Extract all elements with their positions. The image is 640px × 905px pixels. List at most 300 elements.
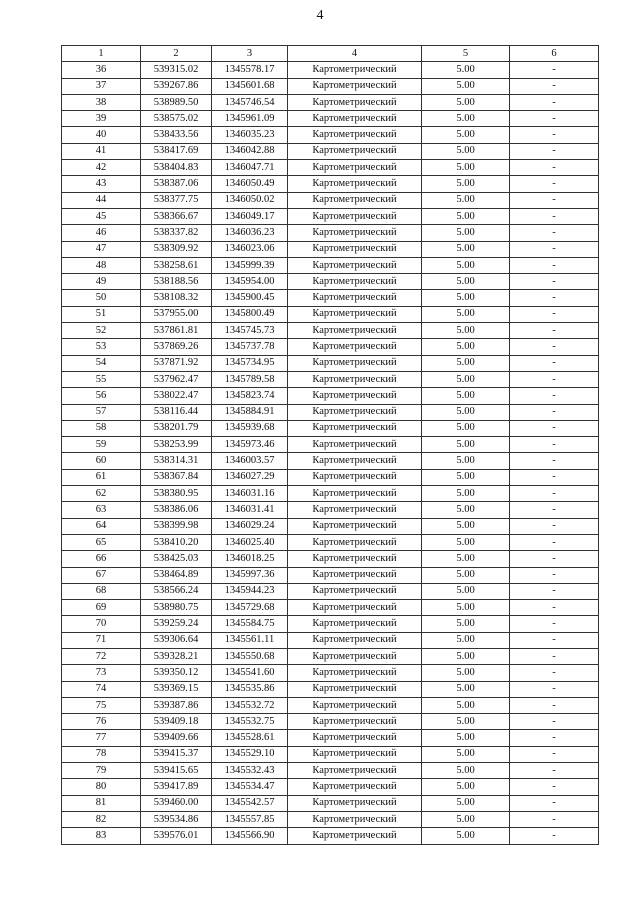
- accuracy-cell: 5.00: [422, 274, 510, 290]
- accuracy-cell: 5.00: [422, 714, 510, 730]
- table-row: [62, 486, 599, 502]
- y-coordinate-cell: 1345729.68: [212, 600, 288, 616]
- point-number-cell: 67: [62, 567, 141, 583]
- y-coordinate-cell: 1345542.57: [212, 795, 288, 811]
- y-coordinate-cell: 1346018.25: [212, 551, 288, 567]
- x-coordinate-cell: 539576.01: [141, 828, 212, 844]
- description-cell: -: [510, 763, 599, 779]
- x-coordinate-cell: 539415.65: [141, 763, 212, 779]
- method-cell: Картометрический: [288, 811, 422, 827]
- accuracy-cell: 5.00: [422, 534, 510, 550]
- method-cell: Картометрический: [288, 730, 422, 746]
- x-coordinate-cell: 538116.44: [141, 404, 212, 420]
- y-coordinate-cell: 1345535.86: [212, 681, 288, 697]
- x-coordinate-cell: 539415.37: [141, 746, 212, 762]
- y-coordinate-cell: 1346050.49: [212, 176, 288, 192]
- point-number-cell: 41: [62, 143, 141, 159]
- table-row: [62, 583, 599, 599]
- point-number-cell: 72: [62, 648, 141, 664]
- x-coordinate-cell: 538258.61: [141, 257, 212, 273]
- point-number-cell: 54: [62, 355, 141, 371]
- description-cell: -: [510, 502, 599, 518]
- point-number-cell: 58: [62, 420, 141, 436]
- accuracy-cell: 5.00: [422, 697, 510, 713]
- x-coordinate-cell: 539369.15: [141, 681, 212, 697]
- method-cell: Картометрический: [288, 176, 422, 192]
- y-coordinate-cell: 1345954.00: [212, 274, 288, 290]
- description-cell: -: [510, 371, 599, 387]
- point-number-cell: 70: [62, 616, 141, 632]
- point-number-cell: 62: [62, 486, 141, 502]
- table-row: [62, 208, 599, 224]
- method-cell: Картометрический: [288, 241, 422, 257]
- accuracy-cell: 5.00: [422, 420, 510, 436]
- table-row: [62, 746, 599, 762]
- y-coordinate-cell: 1345944.23: [212, 583, 288, 599]
- point-number-cell: 40: [62, 127, 141, 143]
- method-cell: Картометрический: [288, 62, 422, 78]
- x-coordinate-cell: 539350.12: [141, 665, 212, 681]
- y-coordinate-cell: 1345557.85: [212, 811, 288, 827]
- method-cell: Картометрический: [288, 746, 422, 762]
- point-number-cell: 74: [62, 681, 141, 697]
- x-coordinate-cell: 537871.92: [141, 355, 212, 371]
- description-cell: -: [510, 437, 599, 453]
- description-cell: -: [510, 274, 599, 290]
- method-cell: Картометрический: [288, 404, 422, 420]
- table-row: [62, 274, 599, 290]
- method-cell: Картометрический: [288, 763, 422, 779]
- method-cell: Картометрический: [288, 534, 422, 550]
- y-coordinate-cell: 1345550.68: [212, 648, 288, 664]
- method-cell: Картометрический: [288, 567, 422, 583]
- x-coordinate-cell: 538386.06: [141, 502, 212, 518]
- y-coordinate-cell: 1345541.60: [212, 665, 288, 681]
- y-coordinate-cell: 1346049.17: [212, 208, 288, 224]
- x-coordinate-cell: 538464.89: [141, 567, 212, 583]
- y-coordinate-cell: 1345745.73: [212, 323, 288, 339]
- y-coordinate-cell: 1345532.43: [212, 763, 288, 779]
- description-cell: -: [510, 323, 599, 339]
- x-coordinate-cell: 538989.50: [141, 94, 212, 110]
- description-cell: -: [510, 648, 599, 664]
- x-coordinate-cell: 538309.92: [141, 241, 212, 257]
- point-number-cell: 42: [62, 160, 141, 176]
- x-coordinate-cell: 538387.06: [141, 176, 212, 192]
- x-coordinate-cell: 538253.99: [141, 437, 212, 453]
- point-number-cell: 66: [62, 551, 141, 567]
- description-cell: -: [510, 469, 599, 485]
- point-number-cell: 69: [62, 600, 141, 616]
- x-coordinate-cell: 538380.95: [141, 486, 212, 502]
- point-number-cell: 39: [62, 111, 141, 127]
- description-cell: -: [510, 111, 599, 127]
- table-row: [62, 518, 599, 534]
- table-row: [62, 323, 599, 339]
- table-row: [62, 78, 599, 94]
- x-coordinate-cell: 538425.03: [141, 551, 212, 567]
- accuracy-cell: 5.00: [422, 143, 510, 159]
- table-row: [62, 388, 599, 404]
- x-coordinate-cell: 537955.00: [141, 306, 212, 322]
- point-number-cell: 55: [62, 371, 141, 387]
- y-coordinate-cell: 1345532.72: [212, 697, 288, 713]
- point-number-cell: 71: [62, 632, 141, 648]
- accuracy-cell: 5.00: [422, 779, 510, 795]
- x-coordinate-cell: 538417.69: [141, 143, 212, 159]
- accuracy-cell: 5.00: [422, 648, 510, 664]
- description-cell: -: [510, 697, 599, 713]
- y-coordinate-cell: 1345961.09: [212, 111, 288, 127]
- y-coordinate-cell: 1345578.17: [212, 62, 288, 78]
- y-coordinate-cell: 1345823.74: [212, 388, 288, 404]
- y-coordinate-cell: 1345601.68: [212, 78, 288, 94]
- method-cell: Картометрический: [288, 714, 422, 730]
- method-cell: Картометрический: [288, 127, 422, 143]
- y-coordinate-cell: 1345939.68: [212, 420, 288, 436]
- point-number-cell: 60: [62, 453, 141, 469]
- description-cell: -: [510, 518, 599, 534]
- method-cell: Картометрический: [288, 290, 422, 306]
- table-row: [62, 730, 599, 746]
- description-cell: -: [510, 583, 599, 599]
- accuracy-cell: 5.00: [422, 665, 510, 681]
- table-header: [62, 46, 599, 62]
- accuracy-cell: 5.00: [422, 437, 510, 453]
- method-cell: Картометрический: [288, 143, 422, 159]
- table-row: [62, 241, 599, 257]
- y-coordinate-cell: 1346031.41: [212, 502, 288, 518]
- method-cell: Картометрический: [288, 420, 422, 436]
- method-cell: Картометрический: [288, 388, 422, 404]
- description-cell: -: [510, 339, 599, 355]
- accuracy-cell: 5.00: [422, 453, 510, 469]
- table-row: [62, 192, 599, 208]
- method-cell: Картометрический: [288, 111, 422, 127]
- description-cell: -: [510, 828, 599, 844]
- method-cell: Картометрический: [288, 632, 422, 648]
- y-coordinate-cell: 1346036.23: [212, 225, 288, 241]
- y-coordinate-cell: 1345529.10: [212, 746, 288, 762]
- point-number-cell: 73: [62, 665, 141, 681]
- x-coordinate-cell: 539417.89: [141, 779, 212, 795]
- method-cell: Картометрический: [288, 502, 422, 518]
- accuracy-cell: 5.00: [422, 616, 510, 632]
- accuracy-cell: 5.00: [422, 811, 510, 827]
- accuracy-cell: 5.00: [422, 78, 510, 94]
- accuracy-cell: 5.00: [422, 567, 510, 583]
- y-coordinate-cell: 1346029.24: [212, 518, 288, 534]
- point-number-cell: 46: [62, 225, 141, 241]
- method-cell: Картометрический: [288, 371, 422, 387]
- accuracy-cell: 5.00: [422, 828, 510, 844]
- description-cell: -: [510, 192, 599, 208]
- point-number-cell: 48: [62, 257, 141, 273]
- point-number-cell: 45: [62, 208, 141, 224]
- accuracy-cell: 5.00: [422, 208, 510, 224]
- description-cell: -: [510, 681, 599, 697]
- x-coordinate-cell: 537861.81: [141, 323, 212, 339]
- x-coordinate-cell: 539328.21: [141, 648, 212, 664]
- point-number-cell: 49: [62, 274, 141, 290]
- description-cell: -: [510, 78, 599, 94]
- column-header: 2: [141, 46, 212, 62]
- x-coordinate-cell: 539409.66: [141, 730, 212, 746]
- description-cell: -: [510, 388, 599, 404]
- description-cell: -: [510, 616, 599, 632]
- point-number-cell: 44: [62, 192, 141, 208]
- point-number-cell: 63: [62, 502, 141, 518]
- accuracy-cell: 5.00: [422, 632, 510, 648]
- method-cell: Картометрический: [288, 600, 422, 616]
- table-row: [62, 306, 599, 322]
- y-coordinate-cell: 1346042.88: [212, 143, 288, 159]
- point-number-cell: 75: [62, 697, 141, 713]
- column-header: 1: [62, 46, 141, 62]
- method-cell: Картометрический: [288, 648, 422, 664]
- table-row: [62, 551, 599, 567]
- y-coordinate-cell: 1345584.75: [212, 616, 288, 632]
- table-row: [62, 763, 599, 779]
- table-row: [62, 453, 599, 469]
- table-row: [62, 648, 599, 664]
- method-cell: Картометрический: [288, 437, 422, 453]
- method-cell: Картометрический: [288, 697, 422, 713]
- table-row: [62, 127, 599, 143]
- x-coordinate-cell: 537962.47: [141, 371, 212, 387]
- point-number-cell: 77: [62, 730, 141, 746]
- description-cell: -: [510, 62, 599, 78]
- description-cell: -: [510, 486, 599, 502]
- table-row: [62, 404, 599, 420]
- description-cell: -: [510, 257, 599, 273]
- header-row: [62, 46, 599, 62]
- accuracy-cell: 5.00: [422, 551, 510, 567]
- method-cell: Картометрический: [288, 355, 422, 371]
- table-row: [62, 143, 599, 159]
- y-coordinate-cell: 1345884.91: [212, 404, 288, 420]
- method-cell: Картометрический: [288, 795, 422, 811]
- x-coordinate-cell: 539534.86: [141, 811, 212, 827]
- accuracy-cell: 5.00: [422, 518, 510, 534]
- method-cell: Картометрический: [288, 323, 422, 339]
- method-cell: Картометрический: [288, 257, 422, 273]
- y-coordinate-cell: 1345999.39: [212, 257, 288, 273]
- method-cell: Картометрический: [288, 306, 422, 322]
- method-cell: Картометрический: [288, 94, 422, 110]
- x-coordinate-cell: 538022.47: [141, 388, 212, 404]
- x-coordinate-cell: 539315.02: [141, 62, 212, 78]
- accuracy-cell: 5.00: [422, 502, 510, 518]
- description-cell: -: [510, 290, 599, 306]
- accuracy-cell: 5.00: [422, 176, 510, 192]
- y-coordinate-cell: 1346003.57: [212, 453, 288, 469]
- accuracy-cell: 5.00: [422, 111, 510, 127]
- method-cell: Картометрический: [288, 828, 422, 844]
- x-coordinate-cell: 537869.26: [141, 339, 212, 355]
- page-number: 4: [316, 8, 324, 23]
- point-number-cell: 57: [62, 404, 141, 420]
- accuracy-cell: 5.00: [422, 323, 510, 339]
- accuracy-cell: 5.00: [422, 225, 510, 241]
- accuracy-cell: 5.00: [422, 388, 510, 404]
- method-cell: Картометрический: [288, 160, 422, 176]
- x-coordinate-cell: 538980.75: [141, 600, 212, 616]
- y-coordinate-cell: 1345561.11: [212, 632, 288, 648]
- table-row: [62, 437, 599, 453]
- point-number-cell: 65: [62, 534, 141, 550]
- description-cell: -: [510, 420, 599, 436]
- method-cell: Картометрический: [288, 453, 422, 469]
- y-coordinate-cell: 1345800.49: [212, 306, 288, 322]
- table-row: [62, 534, 599, 550]
- description-cell: -: [510, 746, 599, 762]
- description-cell: -: [510, 632, 599, 648]
- table-row: [62, 257, 599, 273]
- point-number-cell: 68: [62, 583, 141, 599]
- method-cell: Картометрический: [288, 192, 422, 208]
- point-number-cell: 56: [62, 388, 141, 404]
- method-cell: Картометрический: [288, 616, 422, 632]
- point-number-cell: 83: [62, 828, 141, 844]
- method-cell: Картометрический: [288, 486, 422, 502]
- x-coordinate-cell: 539267.86: [141, 78, 212, 94]
- description-cell: -: [510, 779, 599, 795]
- method-cell: Картометрический: [288, 339, 422, 355]
- x-coordinate-cell: 538566.24: [141, 583, 212, 599]
- description-cell: -: [510, 730, 599, 746]
- accuracy-cell: 5.00: [422, 795, 510, 811]
- table-row: [62, 632, 599, 648]
- table-row: [62, 111, 599, 127]
- point-number-cell: 38: [62, 94, 141, 110]
- x-coordinate-cell: 538108.32: [141, 290, 212, 306]
- y-coordinate-cell: 1345900.45: [212, 290, 288, 306]
- accuracy-cell: 5.00: [422, 339, 510, 355]
- y-coordinate-cell: 1346035.23: [212, 127, 288, 143]
- accuracy-cell: 5.00: [422, 583, 510, 599]
- y-coordinate-cell: 1345528.61: [212, 730, 288, 746]
- x-coordinate-cell: 538433.56: [141, 127, 212, 143]
- column-header: 3: [212, 46, 288, 62]
- accuracy-cell: 5.00: [422, 681, 510, 697]
- description-cell: -: [510, 94, 599, 110]
- x-coordinate-cell: 538399.98: [141, 518, 212, 534]
- method-cell: Картометрический: [288, 551, 422, 567]
- y-coordinate-cell: 1345737.78: [212, 339, 288, 355]
- x-coordinate-cell: 538314.31: [141, 453, 212, 469]
- table-row: [62, 616, 599, 632]
- y-coordinate-cell: 1345789.58: [212, 371, 288, 387]
- description-cell: -: [510, 143, 599, 159]
- accuracy-cell: 5.00: [422, 192, 510, 208]
- y-coordinate-cell: 1345534.47: [212, 779, 288, 795]
- table-row: [62, 600, 599, 616]
- table-row: [62, 160, 599, 176]
- y-coordinate-cell: 1346050.02: [212, 192, 288, 208]
- table-body: [62, 62, 599, 844]
- table-row: [62, 339, 599, 355]
- point-number-cell: 80: [62, 779, 141, 795]
- table-row: [62, 371, 599, 387]
- x-coordinate-cell: 539387.86: [141, 697, 212, 713]
- accuracy-cell: 5.00: [422, 600, 510, 616]
- method-cell: Картометрический: [288, 469, 422, 485]
- method-cell: Картометрический: [288, 779, 422, 795]
- column-header: 4: [288, 46, 422, 62]
- point-number-cell: 37: [62, 78, 141, 94]
- y-coordinate-cell: 1346031.16: [212, 486, 288, 502]
- point-number-cell: 43: [62, 176, 141, 192]
- point-number-cell: 76: [62, 714, 141, 730]
- description-cell: -: [510, 176, 599, 192]
- x-coordinate-cell: 538201.79: [141, 420, 212, 436]
- method-cell: Картометрический: [288, 274, 422, 290]
- x-coordinate-cell: 538188.56: [141, 274, 212, 290]
- point-number-cell: 47: [62, 241, 141, 257]
- y-coordinate-cell: 1345566.90: [212, 828, 288, 844]
- table-row: [62, 714, 599, 730]
- method-cell: Картометрический: [288, 583, 422, 599]
- description-cell: -: [510, 551, 599, 567]
- point-number-cell: 36: [62, 62, 141, 78]
- method-cell: Картометрический: [288, 665, 422, 681]
- description-cell: -: [510, 811, 599, 827]
- accuracy-cell: 5.00: [422, 160, 510, 176]
- description-cell: -: [510, 355, 599, 371]
- y-coordinate-cell: 1346047.71: [212, 160, 288, 176]
- y-coordinate-cell: 1346027.29: [212, 469, 288, 485]
- table-row: [62, 469, 599, 485]
- accuracy-cell: 5.00: [422, 94, 510, 110]
- table-row: [62, 355, 599, 371]
- x-coordinate-cell: 539259.24: [141, 616, 212, 632]
- description-cell: -: [510, 160, 599, 176]
- accuracy-cell: 5.00: [422, 127, 510, 143]
- table-row: [62, 795, 599, 811]
- accuracy-cell: 5.00: [422, 469, 510, 485]
- description-cell: -: [510, 404, 599, 420]
- description-cell: -: [510, 665, 599, 681]
- accuracy-cell: 5.00: [422, 290, 510, 306]
- method-cell: Картометрический: [288, 208, 422, 224]
- x-coordinate-cell: 538366.67: [141, 208, 212, 224]
- table-row: [62, 811, 599, 827]
- point-number-cell: 79: [62, 763, 141, 779]
- x-coordinate-cell: 538575.02: [141, 111, 212, 127]
- point-number-cell: 82: [62, 811, 141, 827]
- description-cell: -: [510, 127, 599, 143]
- accuracy-cell: 5.00: [422, 730, 510, 746]
- x-coordinate-cell: 538337.82: [141, 225, 212, 241]
- description-cell: -: [510, 714, 599, 730]
- coordinates-table: [61, 45, 599, 845]
- description-cell: -: [510, 795, 599, 811]
- table-row: [62, 779, 599, 795]
- description-cell: -: [510, 225, 599, 241]
- column-header: 6: [510, 46, 599, 62]
- description-cell: -: [510, 600, 599, 616]
- point-number-cell: 50: [62, 290, 141, 306]
- table-row: [62, 502, 599, 518]
- y-coordinate-cell: 1346023.06: [212, 241, 288, 257]
- accuracy-cell: 5.00: [422, 62, 510, 78]
- y-coordinate-cell: 1345997.36: [212, 567, 288, 583]
- column-header: 5: [422, 46, 510, 62]
- x-coordinate-cell: 539409.18: [141, 714, 212, 730]
- table-row: [62, 225, 599, 241]
- table-row: [62, 290, 599, 306]
